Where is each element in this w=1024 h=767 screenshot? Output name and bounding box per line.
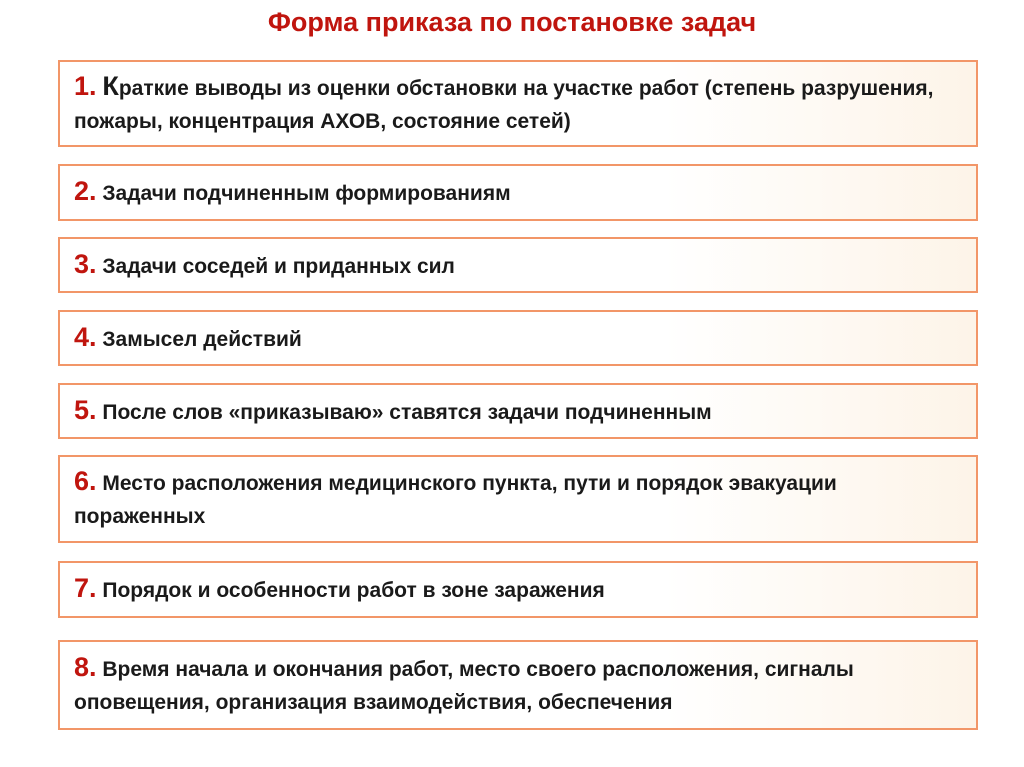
list-item-1 <box>58 60 978 147</box>
item-body: Замысел действий <box>102 327 302 351</box>
item-body: Время начала и окончания работ, место своего расположения, сигналы оповещения, организация взаимодействия, обеспечения <box>74 658 854 714</box>
list-item-text <box>74 70 962 138</box>
item-number: 8. <box>74 652 97 682</box>
list-item-7 <box>58 561 978 618</box>
list-item-2 <box>58 164 978 221</box>
item-body: Задачи подчиненным формированиям <box>102 182 511 205</box>
item-number: 2. <box>74 176 97 206</box>
list-item-text <box>74 651 962 719</box>
list-item-text <box>74 248 455 283</box>
item-body: Порядок и особенности работ в зоне заражения <box>102 579 605 602</box>
item-body: После слов «приказываю» ставятся задачи подчиненным <box>102 400 712 424</box>
list-item-text <box>74 321 302 356</box>
item-initial: К <box>102 70 119 101</box>
list-item-8 <box>58 640 978 730</box>
item-number: 7. <box>74 573 97 603</box>
item-number: 4. <box>74 321 97 352</box>
list-item-4 <box>58 310 978 366</box>
item-body: Задачи соседей и приданных сил <box>102 254 455 278</box>
item-body: раткие выводы из оценки обстановки на участке работ (степень разрушения, пожары, концентрация АХОВ, состояние сетей) <box>74 76 934 133</box>
item-number: 1. <box>74 70 97 101</box>
list-item-text <box>74 175 511 210</box>
item-number: 6. <box>74 466 97 496</box>
list-item-6 <box>58 455 978 543</box>
list-item-text <box>74 394 712 429</box>
list-item-3 <box>58 237 978 293</box>
item-number: 3. <box>74 248 97 279</box>
list-item-text <box>74 572 605 607</box>
item-number: 5. <box>74 394 97 425</box>
list-item-text <box>74 465 962 533</box>
item-body: Место расположения медицинского пункта, пути и порядок эвакуации пораженных <box>74 472 837 528</box>
page-title: Форма приказа по постановке задач <box>267 7 757 37</box>
list-item-5 <box>58 383 978 439</box>
